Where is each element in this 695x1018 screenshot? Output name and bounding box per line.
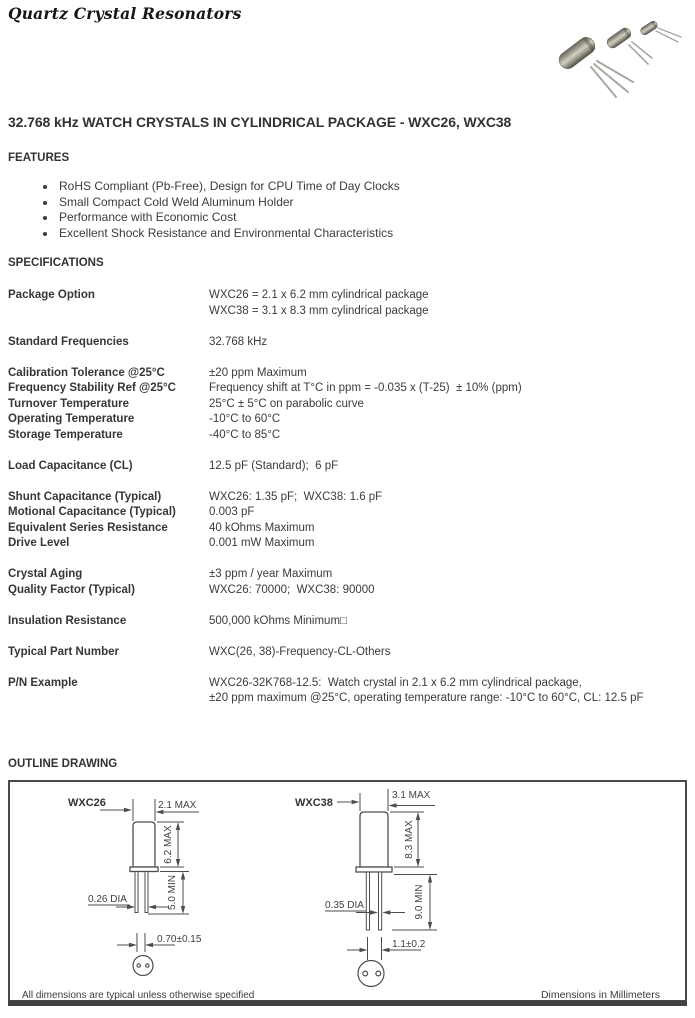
drawing-border-bottom [8, 1001, 687, 1006]
spec-value-line: WXC26 = 2.1 x 6.2 mm cylindrical package [209, 289, 429, 301]
feature-item: • Excellent Shock Resistance and Environmental Characteristics [57, 226, 695, 242]
wxc38-width-dim: 3.1 MAX [392, 789, 431, 801]
spec-value-line: ±20 ppm Maximum [209, 366, 307, 379]
spec-label: Storage Temperature [8, 428, 123, 441]
outline-drawing [8, 780, 687, 1007]
spec-row [8, 521, 695, 537]
spec-row [8, 397, 695, 413]
spec-label: Insulation Resistance [8, 614, 127, 627]
spec-value [209, 459, 695, 475]
spec-value-line: ±20 ppm maximum @25°C, operating temperature range: -10°C to 60°C, CL: 12.5 pF [209, 692, 644, 704]
spec-value [209, 645, 695, 661]
spec-label: Calibration Tolerance @25°C [8, 366, 165, 379]
spec-label: Typical Part Number [8, 645, 119, 658]
spec-value-line: 12.5 pF (Standard); 6 pF [209, 459, 339, 472]
spec-value [209, 335, 695, 351]
spec-value-line: 0.001 mW Maximum [209, 537, 315, 549]
spec-row [8, 536, 695, 552]
spec-group [8, 288, 695, 319]
spec-value [209, 536, 695, 552]
spec-row [8, 428, 695, 444]
wxc26-lead-dia-dim: 0.26 DIA [88, 893, 127, 905]
spec-group [8, 335, 695, 351]
spec-label: Frequency Stability Ref @25°C [8, 382, 176, 394]
specifications-heading: SPECIFICATIONS [8, 257, 104, 269]
spec-value [209, 397, 695, 413]
spec-label: P/N Example [8, 676, 78, 689]
spec-group [8, 645, 695, 661]
spec-value [209, 428, 695, 444]
spec-value [209, 676, 695, 707]
spec-value-line: WXC(26, 38)-Frequency-CL-Others [209, 645, 391, 658]
spec-value [209, 614, 695, 630]
spec-value-line: WXC26: 70000; WXC38: 90000 [209, 583, 375, 596]
wxc38-drawing [295, 789, 437, 987]
spec-value [209, 567, 695, 583]
wxc26-drawing [68, 797, 202, 976]
datasheet-page [0, 4, 695, 1018]
crystal-small [639, 20, 658, 37]
spec-value-line: 40 kOhms Maximum [209, 521, 315, 534]
wxc38-lead-length-dim: 9.0 MIN [414, 883, 425, 920]
spec-label: Crystal Aging [8, 568, 83, 580]
spec-value-line: 32.768 kHz [209, 335, 268, 348]
spec-group [8, 567, 695, 598]
brand-title: Quartz Crystal Resonators [8, 4, 242, 23]
spec-label: Operating Temperature [8, 413, 135, 425]
spec-row [8, 567, 695, 583]
wxc26-lead-spacing-dim: 0.70±0.15 [157, 933, 202, 945]
feature-item: • Small Compact Cold Weld Aluminum Holder [57, 195, 695, 211]
spec-row [8, 366, 695, 382]
spec-label: Load Capacitance (CL) [8, 459, 133, 472]
features-heading: FEATURES [8, 152, 70, 164]
crystal-large [556, 34, 598, 72]
wxc26-label: WXC26 [68, 796, 106, 809]
page-title: 32.768 kHz WATCH CRYSTALS IN CYLINDRICAL PACKAGE - WXC26, WXC38 [8, 114, 512, 130]
spec-value-line: Frequency shift at T°C in ppm = -0.035 x (T-25) ± 10% (ppm) [209, 382, 522, 394]
crystal-leads [591, 28, 681, 97]
spec-value [209, 505, 695, 521]
drawing-border [9, 781, 686, 1001]
wxc26-bottom-view [133, 955, 153, 975]
spec-group [8, 676, 695, 707]
drawing-note-left: All dimensions are typical unless otherwise specified [22, 989, 255, 1001]
spec-value-line: -10°C to 60°C [209, 413, 281, 425]
specifications-table [8, 288, 695, 707]
wxc38-height-dim: 8.3 MAX [404, 819, 415, 859]
wxc26-lead-length-dim: 5.0 MIN [167, 874, 178, 910]
feature-item: • Performance with Economic Cost [57, 210, 695, 226]
wxc38-lead-dia-dim: 0.35 DIA [325, 899, 364, 911]
outline-heading: OUTLINE DRAWING [8, 757, 118, 770]
crystal-medium [605, 26, 633, 50]
wxc26-width-dim: 2.1 MAX [158, 799, 197, 811]
spec-value-line: 500,000 kOhms Minimum□ [209, 614, 347, 627]
spec-value [209, 288, 695, 319]
spec-label: Motional Capacitance (Typical) [8, 506, 176, 518]
spec-value-line: -40°C to 85°C [209, 428, 281, 441]
spec-value [209, 366, 695, 382]
spec-value-line: 0.003 pF [209, 506, 255, 518]
drawing-note-right: Dimensions in Millimeters [540, 988, 660, 1001]
spec-group [8, 490, 695, 552]
spec-value-line: ±3 ppm / year Maximum [209, 568, 333, 580]
spec-label: Shunt Capacitance (Typical) [8, 490, 162, 503]
spec-row [8, 645, 695, 661]
spec-label: Standard Frequencies [8, 335, 129, 348]
spec-row [8, 381, 695, 397]
spec-row [8, 490, 695, 506]
spec-label: Package Option [8, 289, 95, 301]
wxc38-label: WXC38 [295, 796, 333, 809]
spec-value-line: WXC26-32K768-12.5: Watch crystal in 2.1 x 6.2 mm cylindrical package, [209, 676, 582, 689]
spec-group [8, 459, 695, 475]
spec-group [8, 614, 695, 630]
spec-value-line: WXC26: 1.35 pF; WXC38: 1.6 pF [209, 490, 383, 503]
spec-row [8, 614, 695, 630]
feature-item: • RoHS Compliant (Pb-Free), Design for CPU Time of Day Clocks [57, 179, 695, 195]
wxc26-height-dim: 6.2 MAX [163, 824, 174, 864]
spec-row [8, 505, 695, 521]
spec-value [209, 412, 695, 428]
spec-label: Equivalent Series Resistance [8, 521, 168, 534]
spec-row [8, 676, 695, 707]
spec-group [8, 366, 695, 444]
spec-label: Quality Factor (Typical) [8, 583, 135, 596]
spec-value [209, 381, 695, 397]
crystal-resonators-photo [542, 9, 692, 104]
spec-label: Turnover Temperature [8, 397, 129, 410]
spec-row [8, 335, 695, 351]
spec-value-line: WXC38 = 3.1 x 8.3 mm cylindrical package [209, 304, 429, 317]
spec-value [209, 583, 695, 599]
wxc38-lead-spacing-dim: 1.1±0.2 [392, 938, 426, 950]
spec-value [209, 490, 695, 506]
spec-value-line: 25°C ± 5°C on parabolic curve [209, 397, 364, 410]
features-list [0, 179, 695, 241]
spec-label: Drive Level [8, 537, 70, 549]
spec-row [8, 459, 695, 475]
spec-value [209, 521, 695, 537]
spec-row [8, 583, 695, 599]
spec-row [8, 288, 695, 319]
spec-row [8, 412, 695, 428]
